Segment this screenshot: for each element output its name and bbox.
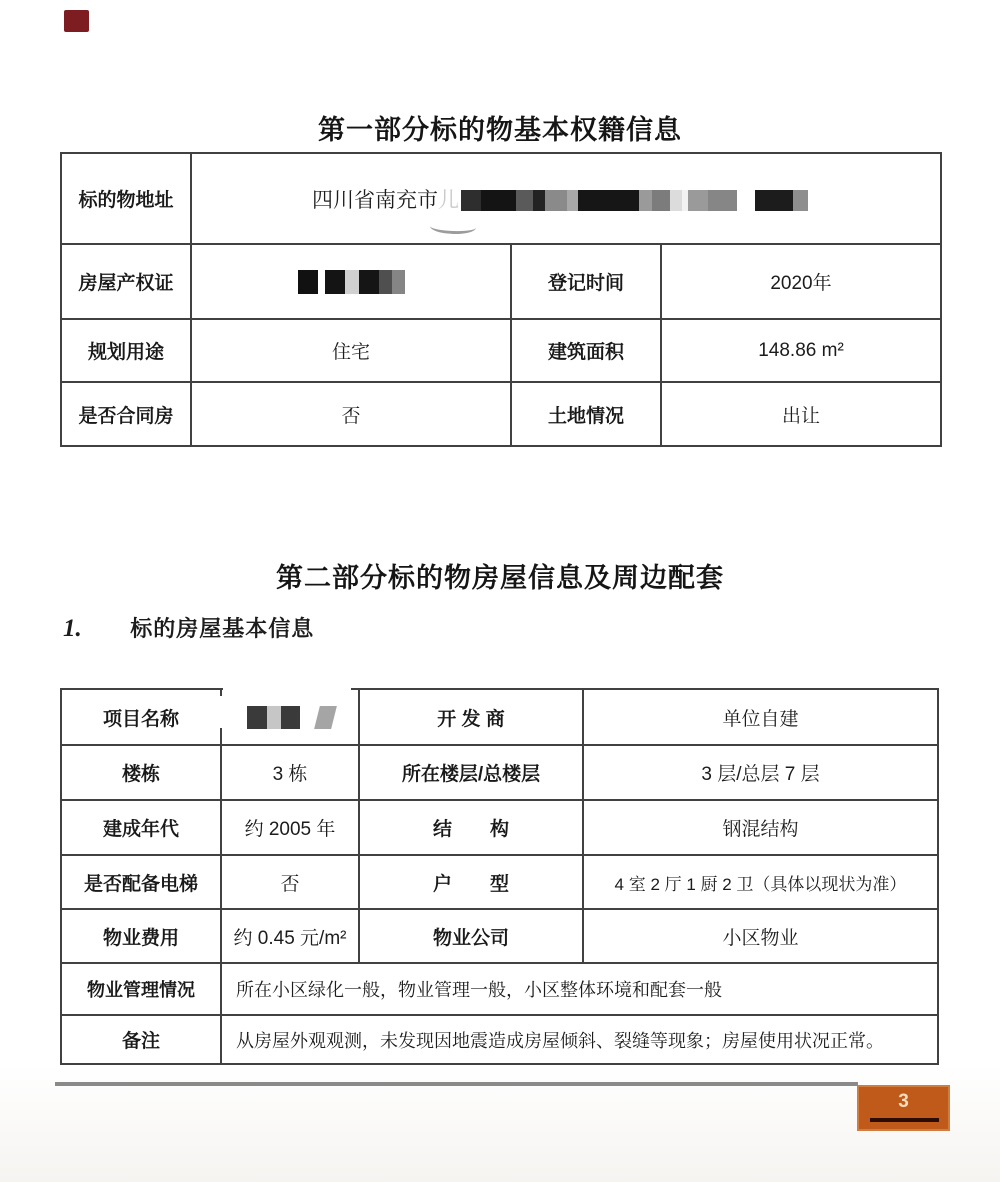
table-row bbox=[61, 855, 938, 909]
unit-type-label: 户 型 bbox=[359, 855, 583, 909]
project-name-label: 项目名称 bbox=[61, 689, 221, 745]
planned-use-label: 规划用途 bbox=[61, 319, 191, 382]
land-status-value: 出让 bbox=[661, 382, 941, 446]
building-label: 楼栋 bbox=[61, 745, 221, 800]
subsection-heading bbox=[63, 612, 314, 646]
property-rights-table bbox=[60, 152, 940, 447]
address-prefix: 四川省南充市 bbox=[312, 188, 438, 212]
unit-type-value: 4 室 2 厅 1 厨 2 卫（具体以现状为准） bbox=[583, 855, 938, 909]
management-value: 所在小区绿化一般，物业管理一般，小区整体环境和配套一般 bbox=[221, 963, 938, 1015]
property-fee-value: 约 0.45 元/m² bbox=[221, 909, 359, 963]
table-row bbox=[61, 963, 938, 1015]
subsection-number: 1. bbox=[63, 615, 82, 642]
project-name-value-cell bbox=[221, 689, 359, 745]
floor-area-value: 148.86 m² bbox=[661, 319, 941, 382]
footer-rule bbox=[55, 1082, 858, 1086]
land-status-label: 土地情况 bbox=[511, 382, 661, 446]
house-info-table bbox=[60, 688, 937, 1065]
elevator-label: 是否配备电梯 bbox=[61, 855, 221, 909]
table-row bbox=[61, 153, 941, 244]
contract-house-label: 是否合同房 bbox=[61, 382, 191, 446]
planned-use-value: 住宅 bbox=[191, 319, 511, 382]
elevator-value: 否 bbox=[221, 855, 359, 909]
scan-smudge bbox=[430, 219, 476, 235]
table-row bbox=[61, 319, 941, 382]
floor-value: 3 层/总层 7 层 bbox=[583, 745, 938, 800]
management-label: 物业管理情况 bbox=[61, 963, 221, 1015]
address-faint-char: 儿 bbox=[438, 188, 459, 212]
page-number: 3 bbox=[898, 1091, 909, 1112]
floor-label: 所在楼层/总楼层 bbox=[359, 745, 583, 800]
contract-house-value: 否 bbox=[191, 382, 511, 446]
section1-title: 第一部分标的物基本权籍信息 bbox=[318, 115, 682, 145]
floor-area-label: 建筑面积 bbox=[511, 319, 661, 382]
address-value-cell bbox=[191, 153, 941, 244]
table-row bbox=[61, 800, 938, 855]
remark-label: 备注 bbox=[61, 1015, 221, 1064]
red-stamp-icon bbox=[64, 10, 89, 32]
property-company-value: 小区物业 bbox=[583, 909, 938, 963]
scan-white-patch bbox=[223, 685, 351, 694]
property-company-label: 物业公司 bbox=[359, 909, 583, 963]
badge-underline bbox=[870, 1118, 939, 1122]
developer-value: 单位自建 bbox=[583, 689, 938, 745]
table-row bbox=[61, 244, 941, 319]
property-fee-label: 物业费用 bbox=[61, 909, 221, 963]
building-value: 3 栋 bbox=[221, 745, 359, 800]
developer-label: 开 发 商 bbox=[359, 689, 583, 745]
structure-value: 钢混结构 bbox=[583, 800, 938, 855]
scan-white-patch bbox=[216, 696, 226, 728]
table-row bbox=[61, 689, 938, 745]
page-number-badge bbox=[857, 1085, 950, 1131]
address-redaction-bar bbox=[461, 190, 808, 211]
cert-value-cell bbox=[191, 244, 511, 319]
build-year-value: 约 2005 年 bbox=[221, 800, 359, 855]
table-row bbox=[61, 909, 938, 963]
reg-time-value: 2020年 bbox=[661, 244, 941, 319]
table-row bbox=[61, 1015, 938, 1064]
project-name-redaction-bar bbox=[247, 706, 334, 729]
reg-time-label: 登记时间 bbox=[511, 244, 661, 319]
section2-title: 第二部分标的物房屋信息及周边配套 bbox=[276, 563, 724, 593]
subsection-title: 标的房屋基本信息 bbox=[130, 616, 315, 641]
table-row bbox=[61, 745, 938, 800]
build-year-label: 建成年代 bbox=[61, 800, 221, 855]
structure-label: 结 构 bbox=[359, 800, 583, 855]
table-row bbox=[61, 382, 941, 446]
remark-value: 从房屋外观观测，未发现因地震造成房屋倾斜、裂缝等现象；房屋使用状况正常。 bbox=[221, 1015, 938, 1064]
cert-label: 房屋产权证 bbox=[61, 244, 191, 319]
address-label: 标的物地址 bbox=[61, 153, 191, 244]
cert-redaction-bar bbox=[298, 270, 405, 294]
